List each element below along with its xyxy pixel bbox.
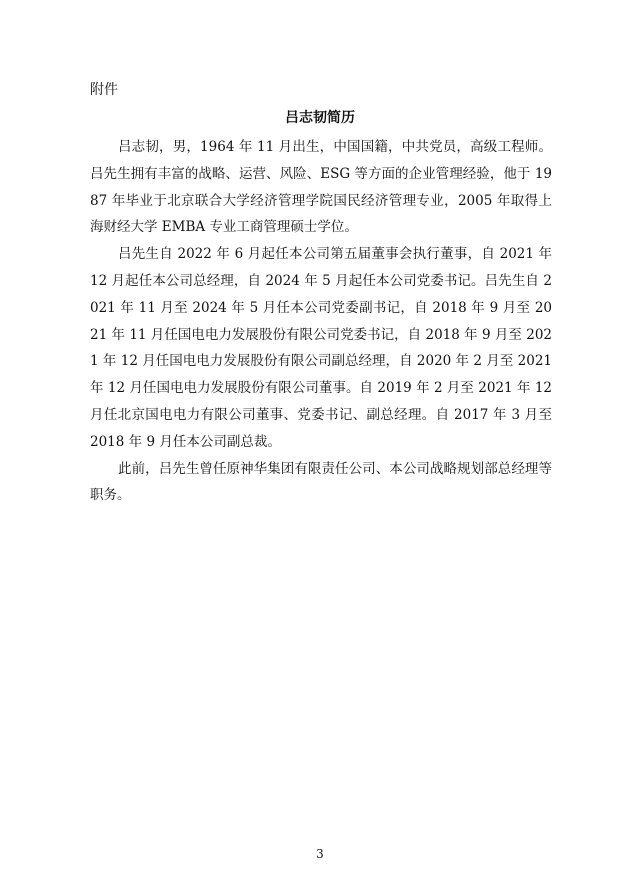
page-number: 3 xyxy=(316,847,324,861)
attachment-label: 附件 xyxy=(90,82,118,98)
paragraph-previous-roles: 此前，吕先生曾任原神华集团有限责任公司、本公司战略规划部总经理等职务。 xyxy=(90,460,552,504)
page-title: 吕志韧简历 xyxy=(285,110,355,126)
paragraph-personal-info: 吕志韧，男，1964 年 11 月出生，中国国籍，中共党员，高级工程师。吕先生拥有丰富的战略、运营、风险、ESG 等方面的企业管理经验，他于 1987 年毕业于北京联合大学经济管理学院国民经济管理专业，2005 年取得上海财经大学 EMBA 专业工商管理硕士学位。 xyxy=(90,139,552,236)
resume-body xyxy=(90,134,552,509)
paragraph-career-history: 吕先生自 2022 年 6 月起任本公司第五届董事会执行董事，自 2021 年 12 月起任本公司总经理，自 2024 年 5 月起任本公司党委书记。吕先生自 2021 年 11 月至 2024 年 5 月任本公司党委副书记，自 2018 年 9 月至 2021 年 11 月任国电电力发展股份有限公司党委书记，自 2018 年 9 月至 2021 年 12 月任国电电力发展股份有限公司副总经理，自 2020 年 2 月至 2021 年 12 月任国电电力发展股份有限公司董事。自 2019 年 2 月至 2021 年 12 月任北京国电电力有限公司董事、党委书记、副总经理。自 2017 年 3 月至 2018 年 9 月任本公司副总裁。 xyxy=(90,246,552,450)
